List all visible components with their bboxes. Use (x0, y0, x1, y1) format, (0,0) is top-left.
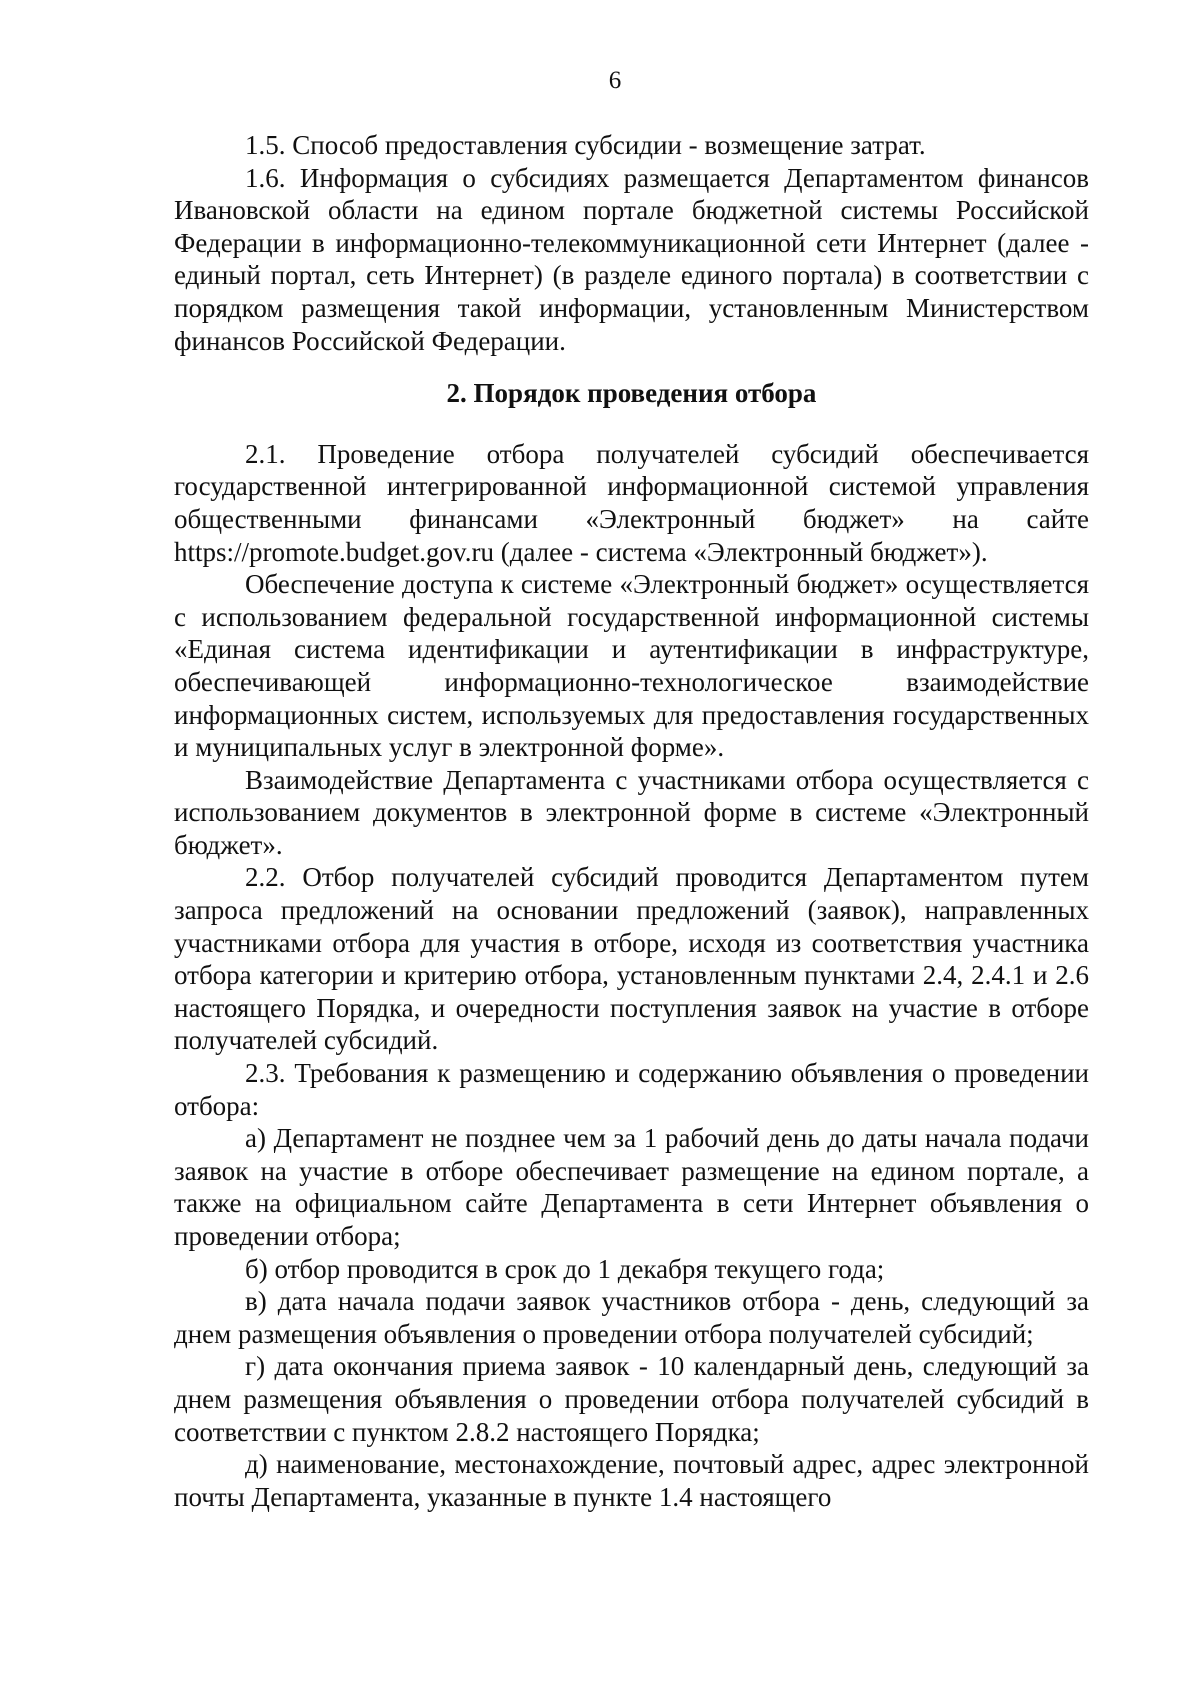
paragraph-2-1: 2.1. Проведение отбора получателей субсидий обеспечивается государственной интегрированной информационной системой управления общественными финансами «Электронный бюджет» на сайте https://promote.budget.gov.ru (далее - система «Электронный бюджет»). (174, 438, 1089, 567)
document-body (174, 129, 1089, 1513)
section-heading: 2. Порядок проведения отбора (446, 378, 817, 409)
page-number: 6 (608, 67, 622, 94)
list-item-d: д) наименование, местонахождение, почтовый адрес, адрес электронной почты Департамента, указанные в пункте 1.4 настоящего (174, 1449, 1089, 1512)
list-item-g: г) дата окончания приема заявок - 10 календарный день, следующий за днем размещения объявления о проведении отбора получателей субсидий в соответствии с пунктом 2.8.2 настоящего Порядка; (174, 1351, 1089, 1447)
paragraph-access: Обеспечение доступа к системе «Электронный бюджет» осуществляется с использованием федеральной государственной информационной системы «Единая система идентификации и аутентификации в инфраструктуре, обеспечивающей информационно-технологическое взаимодействие информационных систем, используемых для предоставления государственных и муниципальных услуг в электронной форме». (174, 569, 1089, 763)
paragraph-1-5: 1.5. Способ предоставления субсидии - возмещение затрат. (245, 130, 926, 160)
list-item-a: а) Департамент не позднее чем за 1 рабочий день до даты начала подачи заявок на участие в отборе обеспечивает размещение на едином портале, а также на официальном сайте Департамента в сети Интернет объявления о проведении отбора; (174, 1123, 1089, 1251)
list-item-b: б) отбор проводится в срок до 1 декабря текущего года; (245, 1253, 885, 1284)
paragraph-1-6: 1.6. Информация о субсидиях размещается Департаментом финансов Ивановской области на едином портале бюджетной системы Российской Федерации в информационно-телекоммуникационной сети Интернет (далее - единый портал, сеть Интернет) (в разделе единого портала) в соответствии с порядком размещения такой информации, установленным Министерством финансов Российской Федерации. (174, 162, 1089, 356)
paragraph-2-3: 2.3. Требования к размещению и содержанию объявления о проведении отбора: (174, 1058, 1089, 1121)
paragraph-interaction: Взаимодействие Департамента с участниками отбора осуществляется с использованием документов в электронной форме в системе «Электронный бюджет». (174, 764, 1089, 860)
paragraph-2-2: 2.2. Отбор получателей субсидий проводится Департаментом путем запроса предложений на основании предложений (заявок), направленных участниками отбора для участия в отборе, исходя из соответствия участника отбора категории и критерию отбора, установленным пунктами 2.4, 2.4.1 и 2.6 настоящего Порядка, и очередности поступления заявок на участие в отборе получателей субсидий. (174, 862, 1089, 1056)
list-item-v: в) дата начала подачи заявок участников отбора - день, следующий за днем размещения объявления о проведении отбора получателей субсидий; (174, 1286, 1089, 1349)
